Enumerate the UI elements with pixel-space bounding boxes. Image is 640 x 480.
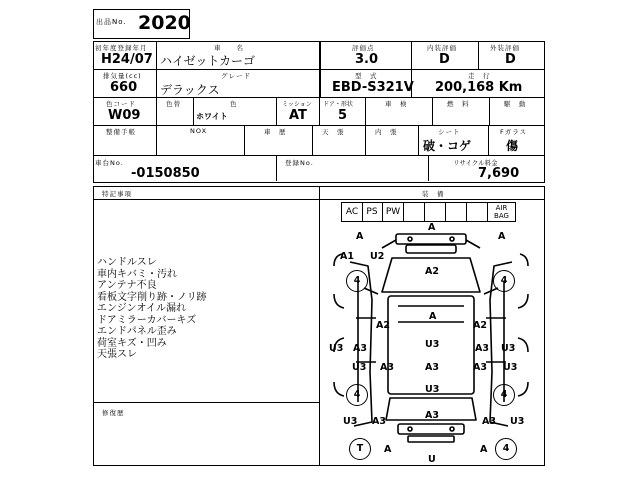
damage-mark: U bbox=[428, 454, 436, 465]
mission-label: ミッション bbox=[282, 101, 312, 108]
equip-airbag-label: AIR BAG bbox=[494, 204, 509, 220]
drive-label: 駆 動 bbox=[504, 100, 527, 108]
mileage-label: 走 行 bbox=[468, 72, 491, 80]
glass-label: Fガラス bbox=[500, 128, 528, 136]
grade-label: グレード bbox=[221, 72, 251, 80]
damage-mark: A bbox=[480, 444, 488, 455]
mission-value: AT bbox=[289, 108, 307, 123]
equipment-label: 装 備 bbox=[422, 190, 445, 198]
tire-front-left: 4 bbox=[346, 270, 368, 292]
regno-label: 登録No. bbox=[285, 159, 314, 167]
tire-rear-right: 4 bbox=[495, 438, 517, 460]
recycle-value: 7,690 bbox=[478, 166, 520, 181]
damage-mark: U3 bbox=[501, 343, 516, 354]
front-bumper-shape bbox=[396, 234, 466, 244]
model-value: EBD-S321V bbox=[332, 80, 414, 95]
damage-mark: A3 bbox=[482, 416, 496, 427]
roof-label: 天 張 bbox=[322, 128, 345, 136]
exterior-grade-label: 外装評価 bbox=[490, 44, 520, 52]
damage-mark: A bbox=[428, 222, 436, 233]
interior-grade-value: D bbox=[439, 52, 450, 67]
grade-value: デラックス bbox=[160, 83, 220, 97]
equip-airbag bbox=[488, 202, 516, 222]
repair-label: 修復歴 bbox=[102, 409, 125, 417]
color-code-label: 色コード bbox=[106, 100, 136, 108]
equip-slot bbox=[446, 202, 467, 222]
damage-mark: U3 bbox=[425, 339, 440, 350]
model-label: 型 式 bbox=[355, 72, 378, 80]
damage-mark: A3 bbox=[372, 416, 386, 427]
exterior-grade-value: D bbox=[505, 52, 516, 67]
glass-value: 傷 bbox=[506, 139, 519, 153]
manual-label: 整備手帳 bbox=[106, 128, 136, 136]
equip-ps: PS bbox=[362, 202, 383, 222]
reg-date-label: 初年度登録年月 bbox=[95, 44, 148, 52]
history-label: 車 歴 bbox=[264, 128, 287, 136]
chassis-label: 車台No. bbox=[95, 159, 124, 167]
equip-pw: PW bbox=[383, 202, 404, 222]
lot-number: 2020 bbox=[138, 12, 191, 34]
tire-spare: T bbox=[349, 438, 371, 460]
reg-date-value: H24/07 bbox=[101, 52, 153, 67]
remark-line: アンテナ不良 bbox=[97, 280, 157, 291]
damage-mark: A bbox=[356, 231, 364, 242]
damage-mark: A2 bbox=[376, 320, 390, 331]
tire-mid-left: 4 bbox=[346, 384, 368, 406]
equip-slot bbox=[425, 202, 446, 222]
displacement-label: 排気量(cc) bbox=[103, 72, 142, 80]
doors-label: ドア・形状 bbox=[323, 101, 353, 108]
damage-mark: A bbox=[384, 444, 392, 455]
damage-mark: A2 bbox=[473, 320, 487, 331]
fuel-label: 燃 料 bbox=[447, 100, 470, 108]
color-label: 色 bbox=[230, 100, 238, 108]
remark-line: ドアミラーカバーキズ bbox=[97, 314, 197, 326]
damage-mark: U3 bbox=[352, 362, 367, 373]
remark-line: エンドパネル歪み bbox=[97, 326, 177, 337]
car-name-label: 車 名 bbox=[214, 44, 244, 52]
damage-mark: A2 bbox=[425, 266, 439, 277]
seat-label: シート bbox=[438, 128, 461, 136]
lot-label: 出品No. bbox=[96, 18, 127, 26]
nox-label: NOX bbox=[190, 127, 208, 135]
chassis-value: -0150850 bbox=[131, 166, 200, 181]
mileage-value: 200,168 Km bbox=[435, 80, 523, 95]
damage-mark: U3 bbox=[510, 416, 525, 427]
remark-line: エンジンオイル漏れ bbox=[97, 303, 186, 314]
damage-mark: A bbox=[429, 311, 437, 322]
damage-mark: U3 bbox=[329, 343, 344, 354]
interior-grade-label: 内装評価 bbox=[427, 44, 457, 52]
color-value: ホワイト bbox=[196, 112, 228, 121]
remark-line: 車内キバミ・汚れ bbox=[97, 268, 177, 280]
remark-line: 看板文字削り跡・ノリ跡 bbox=[97, 291, 207, 303]
interior-trim-label: 内 張 bbox=[375, 128, 398, 136]
damage-mark: U3 bbox=[425, 384, 440, 395]
damage-mark: A3 bbox=[425, 362, 439, 373]
equip-slot bbox=[467, 202, 488, 222]
remark-line: ハンドルスレ bbox=[97, 257, 157, 268]
equip-slot bbox=[404, 202, 425, 222]
damage-mark: A3 bbox=[473, 362, 487, 373]
damage-mark: A3 bbox=[475, 343, 489, 354]
remark-line: 荷室キズ・凹み bbox=[97, 337, 167, 349]
remark-line: 天張スレ bbox=[97, 349, 137, 360]
tire-front-right: 4 bbox=[493, 270, 515, 292]
doors-value: 5 bbox=[338, 108, 348, 123]
score-value: 3.0 bbox=[355, 52, 379, 67]
inspection-label: 車 検 bbox=[385, 100, 408, 108]
equip-ac: AC bbox=[341, 202, 363, 222]
damage-mark: U3 bbox=[503, 362, 518, 373]
seat-value: 破・コゲ bbox=[423, 139, 472, 153]
recycle-label: リサイクル料金 bbox=[453, 159, 498, 167]
displacement-value: 660 bbox=[110, 80, 138, 95]
tire-mid-right: 4 bbox=[493, 384, 515, 406]
damage-mark: U3 bbox=[343, 416, 358, 427]
damage-mark: A bbox=[498, 231, 506, 242]
score-label: 評価点 bbox=[352, 44, 375, 52]
color-change-label: 色替 bbox=[166, 100, 181, 108]
damage-mark: A3 bbox=[380, 362, 394, 373]
damage-mark: A3 bbox=[353, 343, 367, 354]
damage-mark: A3 bbox=[425, 410, 439, 421]
damage-mark: U2 bbox=[370, 251, 385, 262]
car-name-value: ハイゼットカーゴ bbox=[160, 54, 256, 68]
damage-mark: A1 bbox=[340, 251, 354, 262]
color-code-value: W09 bbox=[108, 108, 141, 123]
remarks-label: 特記事項 bbox=[102, 190, 132, 198]
